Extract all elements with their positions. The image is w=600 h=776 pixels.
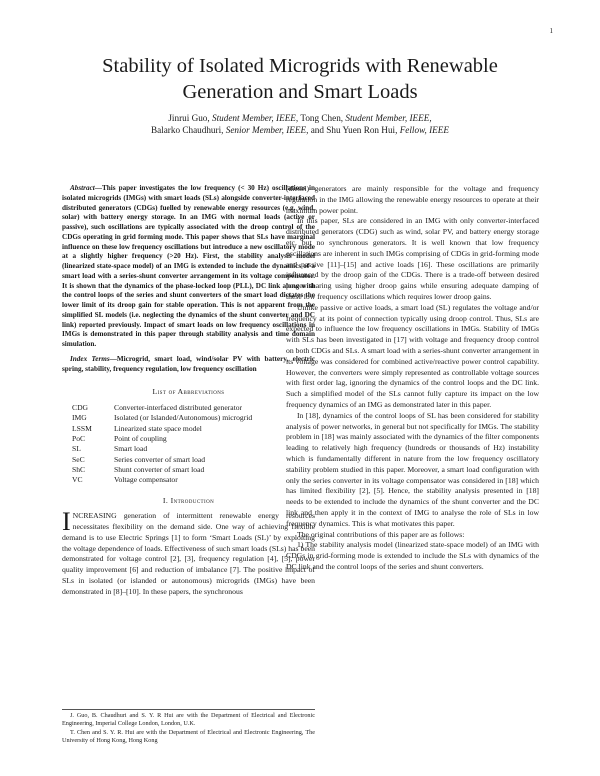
- author-name: Tong Chen,: [298, 113, 346, 123]
- left-column: [62, 184, 315, 598]
- index-terms-label: Index Terms: [70, 354, 110, 363]
- abbr-key: SL: [72, 444, 81, 454]
- abbr-value: Point of coupling: [114, 433, 167, 443]
- index-terms-text: —Microgrid, smart load, wind/solar PV with battery, electric spring, stability, frequency regulation, low frequency oscillation: [62, 354, 316, 373]
- title-line-1: Stability of Isolated Microgrids with Renewable: [102, 55, 498, 77]
- title-line-2: Generation and Smart Loads: [182, 81, 418, 103]
- page-number: 1: [549, 27, 553, 35]
- index-terms: [62, 355, 315, 375]
- table-row: [72, 413, 252, 423]
- table-row: [72, 475, 252, 485]
- abbr-value: Series converter of smart load: [114, 454, 206, 464]
- author-list: [0, 113, 600, 136]
- table-row: [72, 444, 252, 454]
- abstract-text: —This paper investigates the low frequency (< 30 Hz) oscillations in isolated microgrids (IMGs) with smart loads (SLs) alongside converter-interfaced distributed generators (CDGs) fuelled by renewable energy resources (e.g. wind, solar) with battery energy storage. In an IMG with normal loads (active or passive), such oscillations are typically associated with the droop control of the CDGs operating in grid forming mode. This paper shows that SLs have marginal influence on these low frequency oscillations but introduce a new oscillatory mode at a slightly higher frequency (>20 Hz). First, the stability analysis model (linearized state-space model) of an IMG is extended to include the dynamics of a smart load with a series-shunt converter arrangement in its voltage compensator. It is shown that the dynamics of the phase-locked loop (PLL), DC link along with the control loops of the series and shunt converters of the smart load dictates the lower limit of its droop gain for stable operation. This is not apparent from the simplified SL models (i.e. neglecting the dynamics of the shunt converter and DC link) reported previously. Impact of smart loads on low frequency oscillations in IMGs is demonstrated in this paper through stability analysis and time domain simulation.: [62, 184, 315, 348]
- paper-title: [0, 53, 600, 105]
- authors-line-1: [0, 113, 600, 125]
- body-paragraph: (diesel) generators are mainly responsible for the voltage and frequency regulation in the IMG allowing the renewable energy resources to operate at their maximum power point.: [286, 184, 539, 215]
- abbr-key: PoC: [72, 433, 86, 443]
- author-name: Jinrui Guo,: [168, 113, 212, 123]
- abbr-key: LSSM: [72, 423, 92, 433]
- footnote-affiliation-2: T. Chen and S. Y. R. Hui are with the Department of Electrical and Electronic Engineering, The University of Hong Kong, Hong Kong: [62, 728, 315, 745]
- body-paragraph: In this paper, SLs are considered in an IMG with only converter-interfaced distributed generators (CDG) such as wind, solar PV, and battery energy storage etc. but no synchronous generators. It is well known that low frequency oscillations are inherent in such IMGs comprising of CDGs in grid-forming mode and passive [11]–[15] and active loads [16]. These oscillations are primarily influenced by the droop gain of the CDGs. There is a trade-off between desired power sharing using higher droop gains while ensuring adequate damping of these low frequency oscillations which requires lower droop gains.: [286, 216, 539, 301]
- introduction-paragraph: [62, 507, 315, 597]
- abbr-value: Shunt converter of smart load: [114, 464, 205, 474]
- contribution-item: 1) The stability analysis model (linearized state-space model) of an IMG with CDGs in grid-forming mode is extended to include the SLs with dynamics of the DC link and the control loops of the series and shunt converters.: [286, 540, 539, 571]
- table-row: [72, 424, 252, 434]
- abbr-value: Linearized state space model: [114, 423, 202, 433]
- author-role: Student Member, IEEE,: [345, 113, 432, 123]
- author-role: Fellow, IEEE: [399, 124, 450, 135]
- introduction-heading: I. Introduction: [162, 496, 215, 506]
- author-name: and Shu Yuen Ron Hui,: [308, 124, 400, 135]
- abstract: [62, 184, 315, 350]
- body-paragraph: The original contributions of this paper are as follows:: [297, 529, 465, 539]
- authors-line-2: [0, 125, 600, 137]
- drop-cap: I: [62, 507, 71, 537]
- abbr-key: IMG: [72, 413, 87, 423]
- author-name: Balarko Chaudhuri,: [150, 124, 226, 135]
- abbr-value: Converter-interfaced distributed generator: [114, 403, 243, 413]
- abbr-key: VC: [72, 475, 83, 485]
- footnote-affiliation-1: J. Guo, B. Chaudhuri and S. Y. R Hui are with the Department of Electrical and Electronic Engineering, Imperial College London, London, U.K.: [62, 712, 315, 728]
- abbr-value: Isolated (or Islanded/Autonomous) microgrid: [114, 413, 253, 423]
- table-row: [72, 434, 252, 444]
- author-role: Student Member, IEEE,: [211, 113, 299, 123]
- abbr-key: CDG: [72, 403, 89, 413]
- abbr-key: ShC: [72, 464, 86, 474]
- abbreviations-heading: List of Abbreviations: [152, 387, 225, 397]
- body-paragraph: In [18], dynamics of the control loops of SL has been considered for stability analysis of power networks, in general but not specifically for IMGs. The stability problem in [18] was mainly associated with the dynamics of the filter components leading to relatively high frequency (hundreds or thousands of Hz) instability which is fundamentally different in nature from the low frequency oscillatory stability problem studied in this paper. Moreover, a smart load configuration with only the series converter in its voltage compensator was considered in [18] which has limited flexibility [2], [5]. Hence, the stability analysis presented in [18] needs to be extended to include the dynamics of the shunt converter and the DC link and then apply it in the context of IMG to analyse the role of SLs in low frequency dynamics. This is what motivates this paper.: [286, 410, 539, 528]
- intro-first-word: NCREASING: [72, 511, 117, 521]
- table-row: [72, 403, 252, 413]
- abbr-value: Voltage compensator: [114, 475, 178, 485]
- right-column: [286, 184, 539, 573]
- author-role: Senior Member, IEEE,: [225, 124, 309, 135]
- abbreviations-table: [72, 403, 252, 485]
- abbr-key: SeC: [72, 454, 85, 464]
- abbr-value: Smart load: [114, 444, 148, 454]
- footnotes: [62, 709, 315, 746]
- body-paragraph: Unlike passive or active loads, a smart load (SL) regulates the voltage and/or frequency at its point of connection typically using droop control. Thus, SLs are expected to influence the low frequency oscillations in IMGs. Stability of IMGs with SLs has been investigated in [17] with voltage and frequency droop control on both CDGs and SLs. A smart load with a series-shunt converter arrangement in its voltage was considered for combined active/reactive power control capability. However, the converters were simply represented as controllable voltage sources with first order lag, ignoring the dynamics of the control loops and the DC link. Such a simplified model of the SLs cannot fully capture its impact on the low frequency dynamics of an IMG as demonstrated later in this paper.: [286, 302, 539, 409]
- table-row: [72, 465, 252, 475]
- intro-paragraph-text: generation of intermittent renewable energy resources necessitates flexibility on the demand side. One way of achieving flexible demand is to use Electric Springs [1] to form ‘Smart Loads (SL)’ by exploiting the voltage dependence of loads. Effectiveness of such smart loads (SLs) has been demonstrated for voltage control [2], [3], frequency regulation [4], [5], power quality improvement [6] and reduction of imbalance [7]. The positive impact of SLs in isolated (or islanded or autonomous) microgrids (IMGs) have been demonstrated in [8]–[10]. In these papers, the synchronous: [62, 511, 315, 596]
- table-row: [72, 455, 252, 465]
- abstract-label: Abstract: [70, 184, 95, 192]
